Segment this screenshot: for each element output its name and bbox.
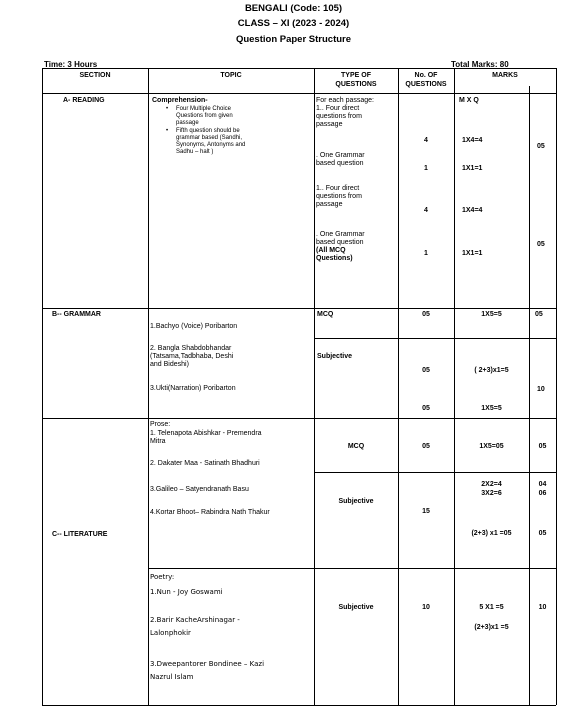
section-c-prose-2: 2. Dakater Maa - Satinath Bhadhuri [150, 460, 260, 467]
col-header-section: SECTION [79, 72, 111, 79]
section-b-mcq-num: 05 [422, 311, 430, 318]
section-a-calc-4: 1X1=1 [462, 250, 483, 257]
section-c-poetry-marks: 10 [538, 604, 547, 611]
section-c-prose-calc-3: (2+3) x1 =05 [471, 530, 512, 537]
section-a-num-3: 4 [424, 207, 428, 214]
section-a-calc-3: 1X4=4 [462, 207, 483, 214]
section-c-prose-marks-3: 05 [538, 530, 547, 537]
paper-title: BENGALI (Code: 105) [244, 3, 343, 14]
paper-subtitle: Question Paper Structure [235, 34, 352, 45]
section-a-calc-2: 1X1=1 [462, 165, 483, 172]
section-c-mcq-calc: 1X5=05 [479, 443, 504, 450]
section-b-topic-2b: (Tatsama,Tadbhaba, Deshi [150, 353, 234, 360]
section-c-prose-marks-2: 06 [538, 490, 547, 497]
section-a-num-4: 1 [424, 250, 428, 257]
section-c-poetry-subj-num: 10 [422, 604, 430, 611]
section-a-bullets [160, 106, 310, 158]
section-b-topic-1: 1.Bachyo (Voice) Poribarton [150, 323, 238, 330]
col-header-type-2: QUESTIONS [335, 81, 377, 88]
section-b-subj-calc-2: 1X5=5 [481, 405, 502, 412]
section-c-prose-3: 3.Galileo – Satyendranath Basu [150, 486, 249, 493]
section-a-marks-2: 05 [537, 241, 545, 248]
section-c-prose-4: 4.Kortar Bhoot– Rabindra Nath Thakur [150, 509, 270, 516]
section-b-topic-3: 3.Ukti(Narration) Poribarton [150, 385, 236, 392]
section-c-prose-calc-2: 3X2=6 [481, 490, 502, 497]
section-b-mcq-marks: 05 [535, 311, 543, 318]
col-header-type-1: TYPE OF [341, 72, 371, 79]
col-header-topic: TOPIC [220, 72, 242, 79]
section-b-topic-2: 2. Bangla Shabdobhandar [150, 345, 232, 352]
section-c-poetry-title: Poetry: [150, 573, 175, 581]
section-c-mcq-num: 05 [422, 443, 430, 450]
section-a-calc-1: 1X4=4 [462, 137, 483, 144]
section-a-topic-title: Comprehension- [152, 97, 208, 104]
section-b-subj-type: Subjective [317, 353, 353, 360]
section-a-mxq: M X Q [459, 97, 479, 104]
section-c-poetry-2: 2.Barir KacheArshinagar - [150, 616, 240, 624]
col-header-number-1: No. OF [414, 72, 438, 79]
section-c-poetry-1: 1.Nun - Joy Goswami [150, 588, 223, 596]
section-c-poetry-2b: Lalonphokir [150, 629, 191, 637]
section-c-prose-marks-1: 04 [538, 481, 547, 488]
paper-class: CLASS – XI (2023 - 2024) [237, 18, 350, 29]
section-c-poetry-subj-type: Subjective [338, 604, 374, 611]
section-b-subj-num: 05 [422, 367, 430, 374]
section-c-prose-calc-1: 2X2=4 [481, 481, 502, 488]
list-item: • Four Multiple Choice Questions from given passage [160, 106, 310, 126]
section-c-poetry-3: 3.Dweepantorer Bondinee – Kazi [150, 660, 265, 668]
section-c-prose-subj-num: 15 [422, 508, 430, 515]
section-b-subj-calc: ( 2+3)x1=5 [474, 367, 509, 374]
section-c-name: C-- LITERATURE [52, 531, 108, 538]
section-b-mcq-calc: 1X5=5 [481, 311, 502, 318]
list-item: • Fifth question should be grammar based (Sandhi, Synonyms, Antonyms and Sadhu – halt ) [160, 128, 310, 155]
section-c-prose-1: 1. Telenapota Abishkar - Premendra [150, 430, 262, 437]
section-a-name: A- READING [63, 97, 105, 104]
col-header-marks: MARKS [492, 72, 518, 79]
section-b-name: B-- GRAMMAR [52, 311, 101, 318]
section-c-poetry-calc-1: 5 X1 =5 [479, 604, 504, 611]
time-label: Time: 3 Hours [44, 60, 98, 69]
section-c-prose-title: Prose: [150, 421, 171, 428]
section-b-topic-2c: and Bideshi) [150, 361, 189, 368]
total-marks-label: Total Marks: 80 [451, 60, 509, 69]
section-c-poetry-calc-2: (2+3)x1 =5 [474, 624, 509, 631]
section-b-subj-marks: 10 [537, 386, 545, 393]
section-a-num-2: 1 [424, 165, 428, 172]
section-c-prose-1b: Mitra [150, 438, 166, 445]
section-c-mcq-marks: 05 [538, 443, 547, 450]
section-c-mcq-type: MCQ [347, 443, 365, 450]
section-c-poetry-3b: Nazrul Islam [150, 673, 194, 681]
section-c-prose-subj-type: Subjective [338, 498, 374, 505]
section-a-num-1: 4 [424, 137, 428, 144]
section-a-marks-1: 05 [537, 143, 545, 150]
section-b-subj-num-2: 05 [422, 405, 430, 412]
section-b-mcq-type: MCQ [317, 311, 334, 318]
col-header-number-2: QUESTIONS [405, 81, 447, 88]
